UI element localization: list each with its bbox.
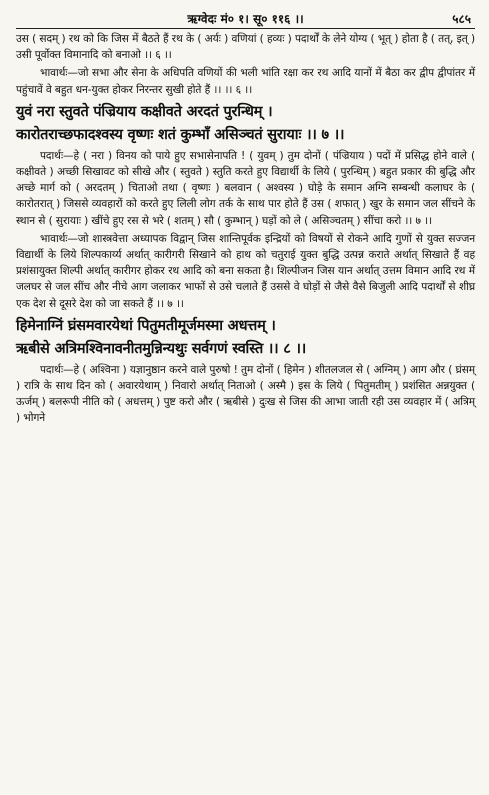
paragraph-padartha-8: पदार्थः—हे ( अश्विना ) यज्ञानुष्ठान करने वाले पुरुषो ! तुम दोनों ( हिमेन ) शीतलजल से ( अग्निम् ) आग और ( घ्रंसम् ) रात्रि के साथ दिन को ( अवारयेथाम् ) निवारो अर्थात् निताओ ( अस्मै ) इस के लिये ( पितुमतीम् ) प्रशंसित अन्नयुक्त ( ऊर्जम् ) बलरूपी नीति को ( अधत्तम् ) पुष्ट करो और ( ऋबीसे ) दुःख से जिस की आभा जाती रही उस व्यवहार में ( अत्रिम् ) भोगने bbox=[16, 363, 475, 425]
header-rule bbox=[16, 28, 475, 29]
mantra-8-line-2: ऋबीसे अत्रिमश्विनावनीतमुन्निन्यथुः सर्वगणं स्वस्ति ।। ८ ।। bbox=[16, 339, 307, 357]
running-title: ऋग्वेदः मं० १। सू० ११६ ।। bbox=[187, 12, 304, 26]
paragraph-padartha-6-end: उस ( सदम् ) रथ को कि जिस में बैठते हैं रथ के ( अर्यः ) वणियां ( हव्यः ) पदार्थों के लेने योग्य ( भूत् ) होता है ( तत्, इत् ) उसी पूर्वोक्त विमानादि को बनाओ ।। ६ ।। bbox=[16, 33, 475, 62]
mantra-7-line-1: युवं नरा स्तुवते पंज्रियाय कक्षीवते अरदतं पुरन्धिम् । bbox=[16, 102, 273, 120]
page-header bbox=[16, 6, 475, 28]
page-number: ५८५ bbox=[452, 12, 471, 26]
mantra-8-line-1: हिमेनाग्निं घ्रंसमवारयेथां पितुमतीमूर्जमस्मा अधत्तम् । bbox=[16, 316, 276, 334]
paragraph-bhavartha-6: भावार्थः—जो सभा और सेना के अधिपति वणियों की भली भांति रक्षा कर रथ आदि यानों में बैठा कर द्वीप द्वीपांतर में पहुंचावें वे बहुत धन-युक्त होकर निरन्तर सुखी होते हैं ।। ।। ६ ।। bbox=[16, 67, 475, 96]
paragraph-padartha-7: पदार्थः—हे ( नरा ) विनय को पाये हुए सभासेनापति ! ( युवम् ) तुम दोनों ( पंज्रियाय ) पदों में प्रसिद्ध होने वाले ( कक्षीवते ) अच्छी सिखावट को सीखे और ( स्तुवते ) स्तुति करते हुए विद्यार्थी के लिये ( पुरन्धिम् ) बहुत प्रकार की बुद्धि और अच्छे मार्ग को ( अरदतम् ) चिताओ तथा ( वृष्णः ) बलवान ( अश्वस्य ) घोड़े के समान अग्नि सम्बन्धी कलाघर के ( कारोतरात् ) जिससे व्यवहारों को करते हुए लिली लोग तर्क के साथ पार होते हैं उस ( शफात् ) खुर के समान जल सींचने के स्थान से ( सुरायाः ) खींचे हुए रस से भरे ( शतम् ) सौ ( कुम्भान् ) घड़ों को ले ( असिञ्चतम् ) सींचा करो ।। ७ ।। bbox=[16, 149, 475, 227]
paragraph-bhavartha-7: भावार्थः—जो शास्त्रवेत्ता अध्यापक विद्वान् जिस शान्तिपूर्वक इन्द्रियों को विषयों से रोकने आदि गुणों से युक्त सज्जन विद्यार्थी के लिये शिल्पकार्य्य अर्थात् कारीगरी सिखाने को हाथ को चतुराई युक्त बुद्धि उत्पन्न कराते अर्थात् सिखाते हैं वह प्रशंसायुक्त शिल्पी अर्थात् कारीगर होकर रथ आदि को बना सकता है। शिल्पीजन जिस यान अर्थात् उत्तम विमान आदि रथ में जलघर से जल सींच और नीचे आग जलाकर भाफों से उसे चलाते हैं उससे वे घोड़ों से जैसे वैसे बिजुली आदि पदार्थों से शीघ्र एक देश से दूसरे देश को जा सकते हैं ।। ७ ।। bbox=[16, 232, 475, 310]
mantra-7-line-2: कारोतराच्छफादश्वस्य वृष्णः शतं कुम्भाँ असिञ्चतं सुरायाः ।। ७ ।। bbox=[16, 125, 345, 143]
